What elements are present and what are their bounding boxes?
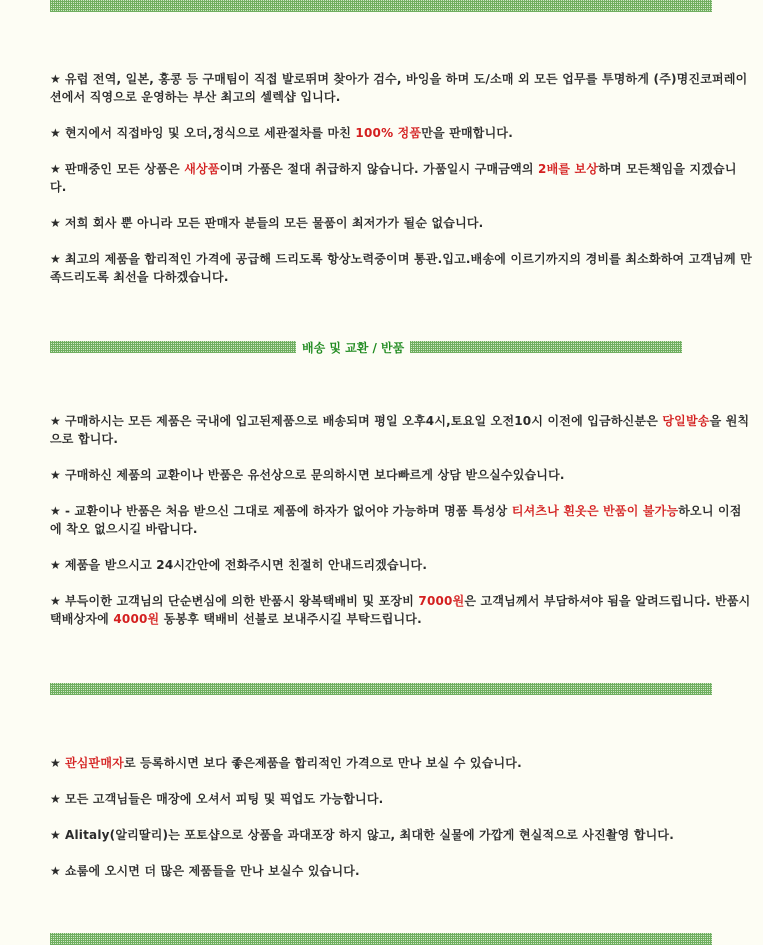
star-icon: ★ [50, 126, 61, 140]
highlight-authentic: 100% 정품 [355, 126, 422, 140]
info-paragraph-photo: ★ Alitaly(알리딸리)는 포토샵으로 상품을 과대포장 하지 않고, 최대한 실물에 가깝게 현실적으로 사진촬영 합니다. [50, 828, 674, 842]
info-paragraph-showroom: ★ 쇼룸에 오시면 더 많은 제품들을 만나 보실수 있습니다. [50, 864, 360, 878]
star-icon: ★ [50, 72, 61, 86]
star-icon: ★ [50, 252, 61, 266]
shipping-paragraph-24h: ★ 제품을 받으시고 24시간안에 전화주시면 친절히 안내드리겠습니다. [50, 558, 428, 572]
highlight-new: 새상품 [184, 162, 220, 176]
star-icon: ★ [50, 468, 61, 482]
intro-paragraph-effort: ★ 최고의 제품을 합리적인 가격에 공급해 드리도록 항상노력중이며 통관.입고.배송에 이르기까지의 경비를 최소화하여 고객님께 만족드리도록 최선을 다하겠습니다. [50, 252, 752, 284]
highlight-no-return: 티셔츠나 흰옷은 반품이 불가능 [511, 504, 679, 518]
star-icon: ★ [50, 792, 61, 806]
intro-paragraph-authentic: ★ 현지에서 직접바잉 및 오더,정식으로 세관절차를 마친 100% 정품만을 판매합니다. [50, 126, 513, 140]
bottom-divider [50, 933, 712, 945]
shipping-paragraph-sameday: ★ 구매하시는 모든 제품은 국내에 입고된제품으로 배송되며 평일 오후4시,토요일 오전10시 이전에 입금하신분은 당일발송을 원칙으로 합니다. [50, 414, 750, 446]
shipping-section-title: 배송 및 교환 / 반품 [302, 340, 405, 355]
shipping-paragraph-return-rule: ★ - 교환이나 반품은 처음 받으신 그대로 제품에 하자가 없어야 가능하며 명품 특성상 티셔츠나 흰옷은 반품이 불가능하오니 이점에 착오 없으시길 바랍니다. [50, 504, 742, 536]
intro-paragraph-europe: ★ 유럽 전역, 일본, 홍콩 등 구매팀이 직접 발로뛰며 찾아가 검수, 바잉을 하며 도/소매 외 모든 업무를 투명하게 (주)명진코퍼레이션에서 직영으로 운영하는 부산 최고의 셀렉샵 입니다. [50, 72, 748, 104]
divider-bar [50, 933, 712, 945]
star-icon: ★ [50, 216, 61, 230]
star-icon: ★ [50, 828, 61, 842]
info-paragraph-fitting: ★ 모든 고객님들은 매장에 오셔서 피팅 및 픽업도 가능합니다. [50, 792, 384, 806]
intro-paragraph-new-goods: ★ 판매중인 모든 상품은 새상품이며 가품은 절대 취급하지 않습니다. 가품일시 구매금액의 2배를 보상하며 모든책임을 지겠습니다. [50, 162, 737, 194]
star-icon: ★ [50, 414, 61, 428]
star-icon: ★ [50, 162, 61, 176]
info-paragraph-follow: ★ 관심판매자로 등록하시면 보다 좋은제품을 합리적인 가격으로 만나 보실 수 있습니다. [50, 756, 522, 770]
divider-bar [50, 683, 712, 695]
shipping-divider [50, 341, 682, 353]
top-divider [50, 0, 712, 12]
shipping-paragraph-exchange: ★ 구매하신 제품의 교환이나 반품은 유선상으로 문의하시면 보다빠르게 상담 받으실수있습니다. [50, 468, 565, 482]
highlight-follow: 관심판매자 [64, 756, 124, 770]
star-icon: ★ [50, 504, 61, 518]
divider-bar [410, 341, 682, 353]
shipping-paragraph-return-fee: ★ 부득이한 고객님의 단순변심에 의한 반품시 왕복택배비 및 포장비 7000원은 고객님께서 부담하셔야 됨을 알려드립니다. 반품시 택배상자에 4000원 동봉후 택배비 선불로 보내주시길 부탁드립니다. [50, 594, 751, 626]
star-icon: ★ [50, 864, 61, 878]
star-icon: ★ [50, 756, 61, 770]
highlight-sameday: 당일발송 [662, 414, 710, 428]
middle-divider [50, 683, 712, 695]
divider-bar [50, 341, 296, 353]
star-icon: ★ [50, 558, 61, 572]
highlight-4000: 4000원 [113, 612, 160, 626]
intro-paragraph-price: ★ 저희 회사 뿐 아니라 모든 판매자 분들의 모든 물품이 최저가가 될순 없습니다. [50, 216, 484, 230]
divider-bar [50, 0, 712, 12]
highlight-double: 2배를 보상 [538, 162, 599, 176]
star-icon: ★ [50, 594, 61, 608]
highlight-7000: 7000원 [418, 594, 465, 608]
